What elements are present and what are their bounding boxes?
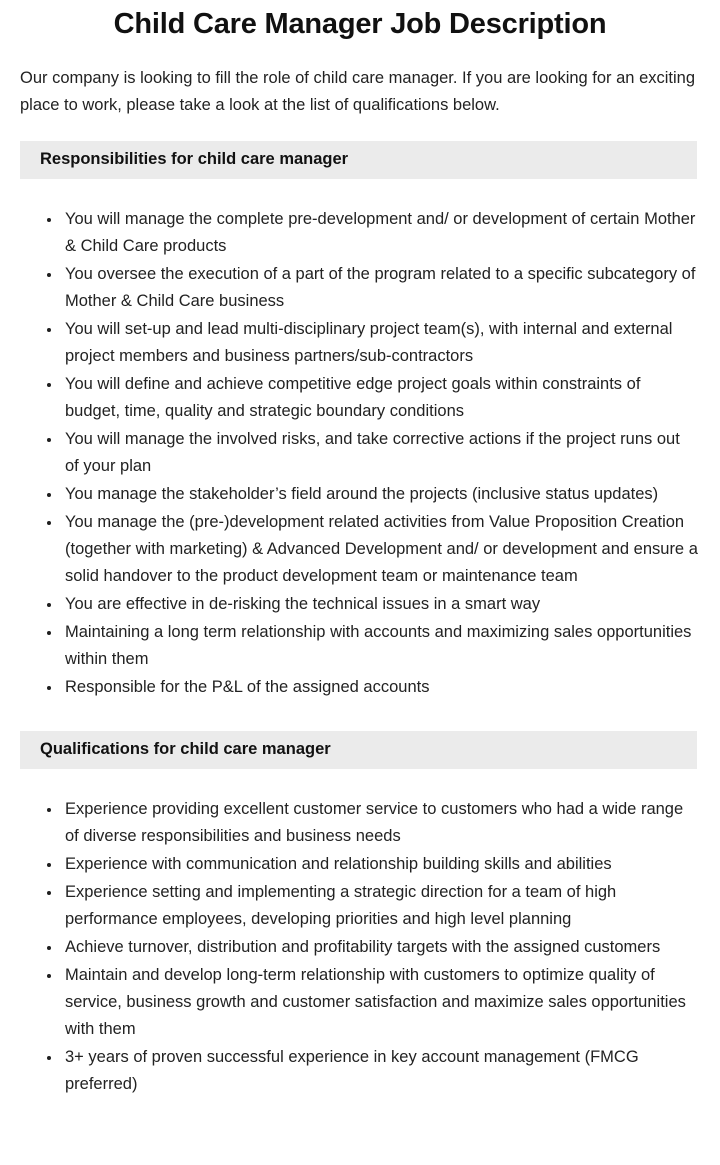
qualifications-section-header: [20, 731, 697, 769]
qualifications-header-label: Qualifications for child care manager: [40, 740, 331, 758]
list-item: • You manage the stakeholder’s field around the projects (inclusive status updates): [62, 481, 698, 508]
responsibilities-list: [20, 206, 698, 701]
list-item: • Maintaining a long term relationship with accounts and maximizing sales opportunities within them: [62, 619, 698, 673]
list-item: • You manage the (pre-)development related activities from Value Proposition Creation (together with marketing) & Advanced Development and/ or development and ensure a solid handover to the product development team or maintenance team: [62, 509, 698, 590]
qualifications-list: [20, 796, 698, 1098]
list-item: • Experience with communication and relationship building skills and abilities: [62, 851, 698, 878]
list-item: • Maintain and develop long-term relationship with customers to optimize quality of service, business growth and customer satisfaction and maximize sales opportunities with them: [62, 962, 698, 1043]
page-title: Child Care Manager Job Description: [113, 8, 607, 40]
list-item: • You oversee the execution of a part of the program related to a specific subcategory of Mother & Child Care business: [62, 261, 698, 315]
intro-paragraph: Our company is looking to fill the role of child care manager. If you are looking for an exciting place to work, please take a look at the list of qualifications below.: [20, 69, 696, 114]
list-item: • 3+ years of proven successful experience in key account management (FMCG preferred): [62, 1044, 698, 1098]
list-item: • You are effective in de-risking the technical issues in a smart way: [62, 591, 698, 618]
list-item: • You will manage the complete pre-development and/ or development of certain Mother & Child Care products: [62, 206, 698, 260]
list-item: • You will set-up and lead multi-disciplinary project team(s), with internal and external project members and business partners/sub-contractors: [62, 316, 698, 370]
list-item: • You will manage the involved risks, and take corrective actions if the project runs out of your plan: [62, 426, 698, 480]
list-item: • Responsible for the P&L of the assigned accounts: [62, 674, 698, 701]
responsibilities-header-label: Responsibilities for child care manager: [40, 150, 349, 168]
list-item: • Achieve turnover, distribution and profitability targets with the assigned customers: [62, 934, 698, 961]
list-item: • You will define and achieve competitive edge project goals within constraints of budget, time, quality and strategic boundary conditions: [62, 371, 698, 425]
list-item: • Experience setting and implementing a strategic direction for a team of high performance employees, developing priorities and high level planning: [62, 879, 698, 933]
list-item: • Experience providing excellent customer service to customers who had a wide range of diverse responsibilities and business needs: [62, 796, 698, 850]
responsibilities-section-header: [20, 141, 697, 179]
